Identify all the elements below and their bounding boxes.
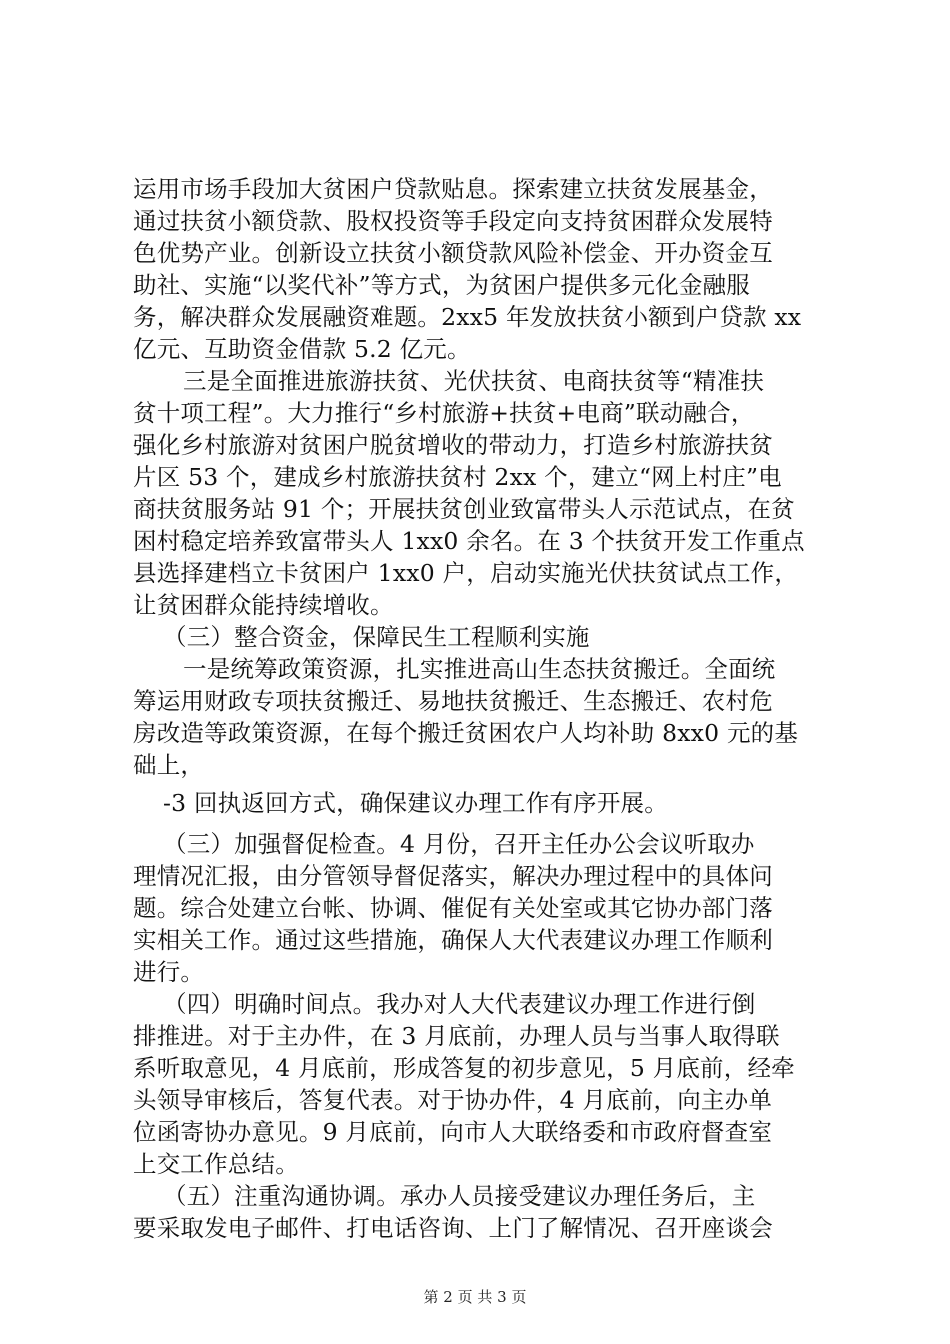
- body-line: 房改造等政策资源，在每个搬迁贫困农户人均补助 8xx0 元的基: [133, 719, 799, 747]
- paragraph-first-line: （三）加强督促检查。4 月份，召开主任办公会议听取办: [163, 830, 755, 858]
- body-line: 片区 53 个，建成乡村旅游扶贫村 2xx 个，建立“网上村庄”电: [133, 463, 782, 491]
- body-line: 强化乡村旅游对贫困户脱贫增收的带动力，打造乡村旅游扶贫: [133, 431, 773, 459]
- body-line: 助社、实施“以奖代补”等方式，为贫困户提供多元化金融服: [133, 271, 750, 299]
- body-line: 实相关工作。通过这些措施，确保人大代表建议办理工作顺利: [133, 926, 773, 954]
- section-heading: （三）整合资金，保障民生工程顺利实施: [163, 623, 590, 651]
- paragraph-first-line: 一是统筹政策资源，扎实推进高山生态扶贫搬迁。全面统: [183, 655, 776, 683]
- body-line: 上交工作总结。: [133, 1150, 299, 1178]
- body-line: 亿元、互助资金借款 5.2 亿元。: [133, 335, 471, 363]
- body-line: 系听取意见，4 月底前，形成答复的初步意见，5 月底前，经牵: [133, 1054, 795, 1082]
- paragraph-first-line: （五）注重沟通协调。承办人员接受建议办理任务后，主: [163, 1182, 756, 1210]
- paragraph-first-line: -3 回执返回方式，确保建议办理工作有序开展。: [163, 789, 668, 817]
- body-line: 务，解决群众发展融资难题。2xx5 年发放扶贫小额到户贷款 xx: [133, 303, 802, 331]
- body-line: 县选择建档立卡贫困户 1xx0 户，启动实施光伏扶贫试点工作，: [133, 559, 799, 587]
- body-line: 头领导审核后，答复代表。对于协办件，4 月底前，向主办单: [133, 1086, 773, 1114]
- body-line: 进行。: [133, 958, 205, 986]
- body-line: 运用市场手段加大贫困户贷款贴息。探索建立扶贫发展基金，: [133, 175, 773, 203]
- body-line: 排推进。对于主办件，在 3 月底前，办理人员与当事人取得联: [133, 1022, 780, 1050]
- body-line: 商扶贫服务站 91 个；开展扶贫创业致富带头人示范试点，在贫: [133, 495, 795, 523]
- body-line: 贫十项工程”。大力推行“乡村旅游+扶贫+电商”联动融合，: [133, 399, 755, 427]
- body-line: 通过扶贫小额贷款、股权投资等手段定向支持贫困群众发展特: [133, 207, 773, 235]
- body-line: 位函寄协办意见。9 月底前，向市人大联络委和市政府督查室: [133, 1118, 773, 1146]
- body-line: 让贫困群众能持续增收。: [133, 591, 394, 619]
- paragraph-first-line: （四）明确时间点。我办对人大代表建议办理工作进行倒: [163, 990, 756, 1018]
- body-line: 础上，: [133, 751, 205, 779]
- body-line: 困村稳定培养致富带头人 1xx0 余名。在 3 个扶贫开发工作重点: [133, 527, 805, 555]
- body-line: 色优势产业。创新设立扶贫小额贷款风险补偿金、开办资金互: [133, 239, 773, 267]
- body-line: 要采取发电子邮件、打电话咨询、上门了解情况、召开座谈会: [133, 1214, 773, 1242]
- paragraph-first-line: 三是全面推进旅游扶贫、光伏扶贫、电商扶贫等“精准扶: [183, 367, 765, 395]
- body-line: 筹运用财政专项扶贫搬迁、易地扶贫搬迁、生态搬迁、农村危: [133, 687, 773, 715]
- body-line: 理情况汇报，由分管领导督促落实，解决办理过程中的具体问: [133, 862, 773, 890]
- page-footer: 第 2 页 共 3 页: [423, 1288, 527, 1306]
- body-line: 题。综合处建立台帐、协调、催促有关处室或其它协办部门落: [133, 894, 773, 922]
